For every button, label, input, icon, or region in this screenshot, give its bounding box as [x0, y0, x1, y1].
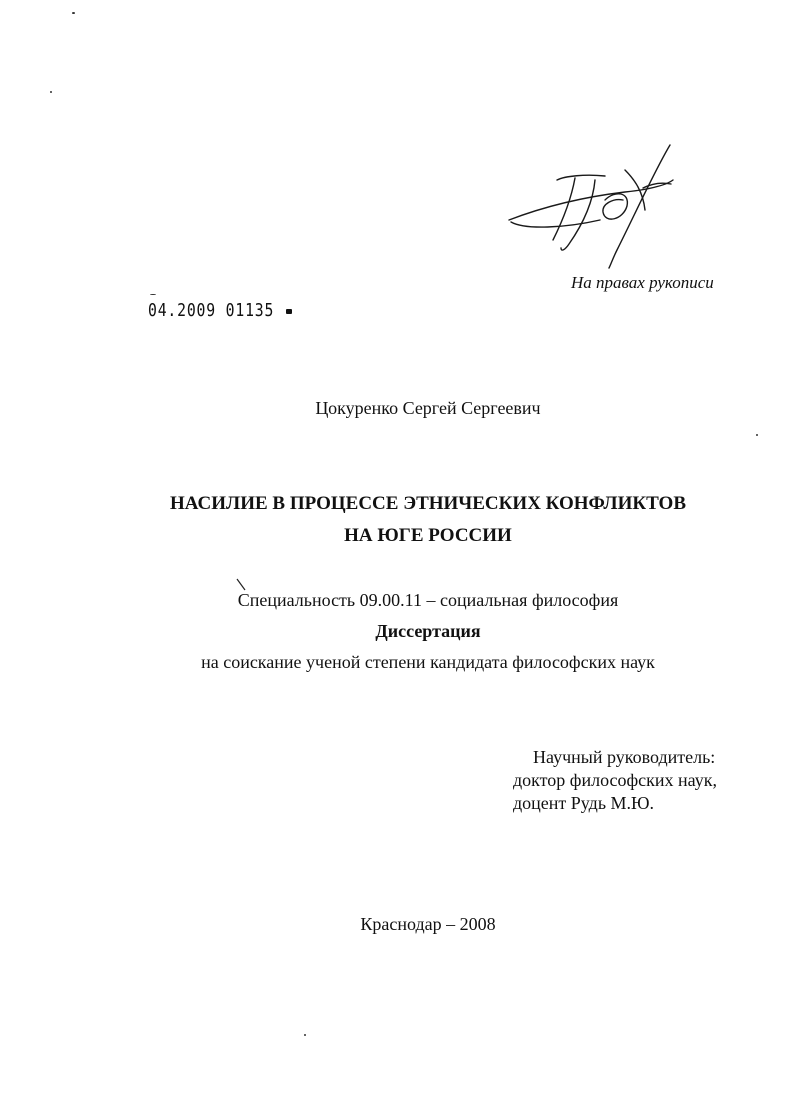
- specialty-line: Специальность 09.00.11 – социальная философия: [237, 590, 619, 610]
- stamp-dot-mark: [286, 309, 292, 314]
- supervisor-heading: Научный руководитель:: [533, 747, 716, 767]
- supervisor-name: доцент Рудь М.Ю.: [513, 793, 655, 813]
- supervisor-block: [513, 746, 717, 815]
- dissertation-title-line-1: НАСИЛИЕ В ПРОЦЕССЕ ЭТНИЧЕСКИХ КОНФЛИКТОВ: [169, 493, 687, 514]
- city-and-year: Краснодар – 2008: [360, 914, 496, 934]
- scan-speck: [304, 1034, 306, 1036]
- archive-stamp-number: 04.2009 01135: [148, 300, 275, 321]
- handwritten-signature: [505, 140, 680, 270]
- supervisor-degree: доктор философских наук,: [513, 770, 717, 790]
- manuscript-rights-note: На правах рукописи: [571, 273, 714, 292]
- author-name: Цокуренко Сергей Сергеевич: [315, 398, 541, 418]
- dissertation-title-line-2: НА ЮГЕ РОССИИ: [344, 525, 512, 546]
- document-type: Диссертация: [375, 621, 481, 641]
- scan-speck: [756, 434, 758, 436]
- scan-speck: [150, 294, 156, 295]
- scan-speck: [50, 91, 52, 93]
- degree-purpose-line: на соискание ученой степени кандидата философских наук: [201, 652, 655, 672]
- scan-speck: [72, 12, 75, 14]
